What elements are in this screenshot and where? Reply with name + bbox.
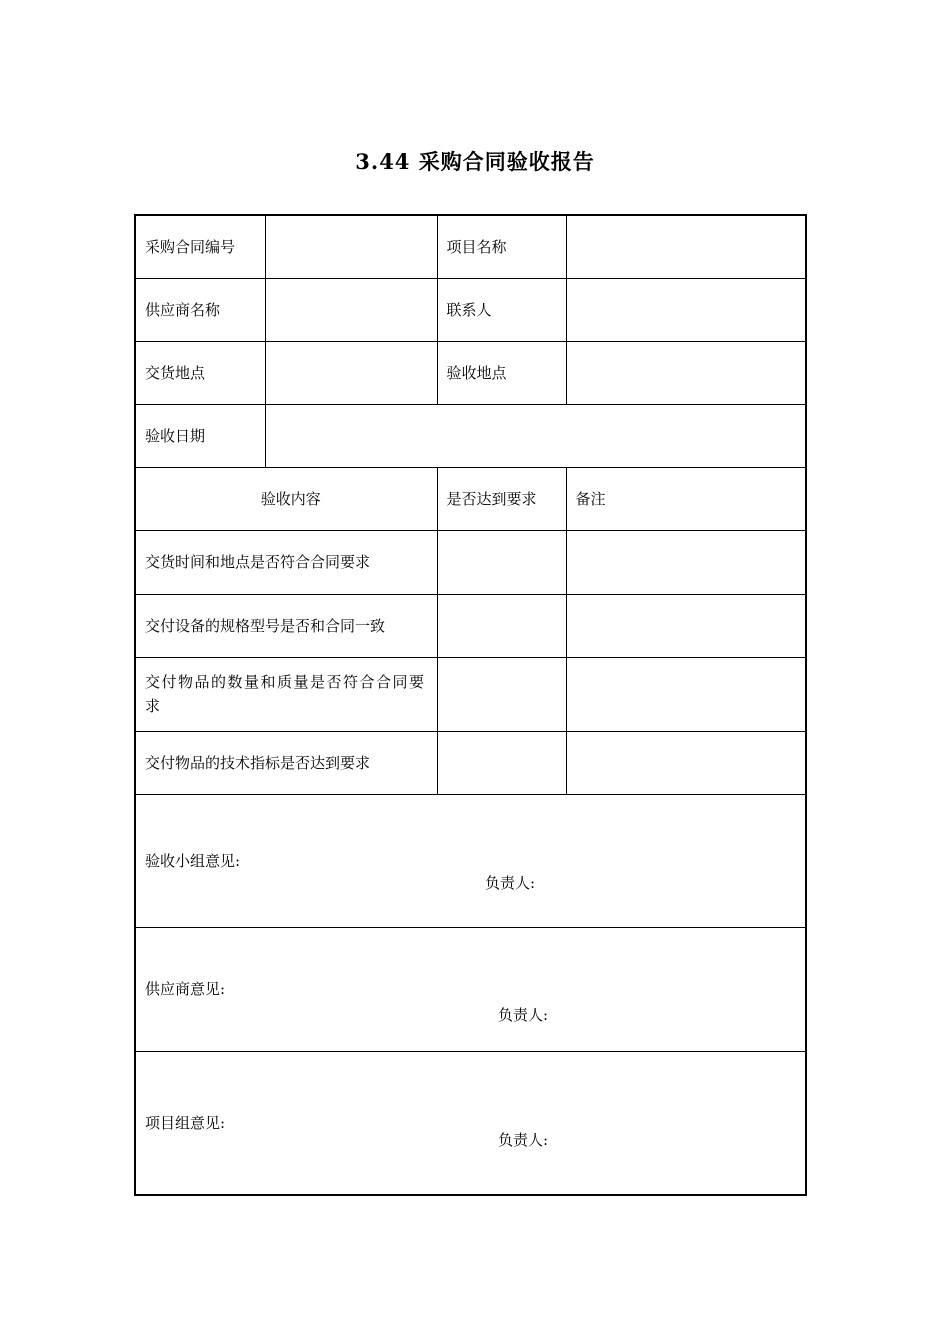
group-signer-label: 负责人: bbox=[485, 873, 536, 892]
project-opinion-label: 项目组意见: bbox=[145, 1113, 226, 1132]
contract-no-field[interactable] bbox=[265, 215, 437, 278]
checks-header-row bbox=[135, 467, 806, 530]
supplier-name-label: 供应商名称 bbox=[135, 278, 265, 341]
contract-no-label: 采购合同编号 bbox=[135, 215, 265, 278]
acceptance-report-table bbox=[134, 214, 807, 1196]
check-row bbox=[135, 657, 806, 731]
row-places bbox=[135, 341, 806, 404]
page-title: 3.44 采购合同验收报告 bbox=[355, 149, 595, 174]
acceptance-date-field[interactable] bbox=[265, 404, 806, 467]
check-met-field[interactable] bbox=[437, 731, 566, 794]
check-met-field[interactable] bbox=[437, 657, 566, 731]
check-met-field[interactable] bbox=[437, 594, 566, 657]
supplier-signer-label: 负责人: bbox=[498, 1005, 549, 1024]
header-content: 验收内容 bbox=[135, 467, 437, 530]
supplier-opinion-row bbox=[135, 927, 806, 1051]
check-note-field[interactable] bbox=[566, 594, 806, 657]
delivery-place-label: 交货地点 bbox=[135, 341, 265, 404]
group-opinion-field[interactable] bbox=[135, 794, 806, 927]
check-row bbox=[135, 731, 806, 794]
row-contract-project bbox=[135, 215, 806, 278]
group-opinion-label: 验收小组意见: bbox=[145, 851, 241, 870]
supplier-opinion-label: 供应商意见: bbox=[145, 980, 226, 998]
contact-field[interactable] bbox=[566, 278, 806, 341]
project-opinion-field[interactable] bbox=[135, 1051, 806, 1195]
supplier-name-field[interactable] bbox=[265, 278, 437, 341]
project-signer-label: 负责人: bbox=[498, 1130, 549, 1149]
check-note-field[interactable] bbox=[566, 731, 806, 794]
check-item-label: 交付物品的技术指标是否达到要求 bbox=[135, 731, 437, 794]
row-date bbox=[135, 404, 806, 467]
check-row bbox=[135, 594, 806, 657]
check-note-field[interactable] bbox=[566, 657, 806, 731]
acceptance-date-label: 验收日期 bbox=[135, 404, 265, 467]
supplier-opinion-field[interactable] bbox=[135, 927, 806, 1051]
project-name-field[interactable] bbox=[566, 215, 806, 278]
check-item-label: 交货时间和地点是否符合合同要求 bbox=[135, 530, 437, 594]
acceptance-place-label: 验收地点 bbox=[437, 341, 566, 404]
check-item-label: 交付设备的规格型号是否和合同一致 bbox=[135, 594, 437, 657]
check-row bbox=[135, 530, 806, 594]
delivery-place-field[interactable] bbox=[265, 341, 437, 404]
project-name-label: 项目名称 bbox=[437, 215, 566, 278]
header-note: 备注 bbox=[566, 467, 806, 530]
acceptance-place-field[interactable] bbox=[566, 341, 806, 404]
contact-label: 联系人 bbox=[437, 278, 566, 341]
group-opinion-row bbox=[135, 794, 806, 927]
project-opinion-row bbox=[135, 1051, 806, 1195]
check-met-field[interactable] bbox=[437, 530, 566, 594]
header-met: 是否达到要求 bbox=[437, 467, 566, 530]
check-item-label: 交付物品的数量和质量是否符合合同要求 bbox=[135, 657, 437, 731]
check-note-field[interactable] bbox=[566, 530, 806, 594]
row-supplier-contact bbox=[135, 278, 806, 341]
